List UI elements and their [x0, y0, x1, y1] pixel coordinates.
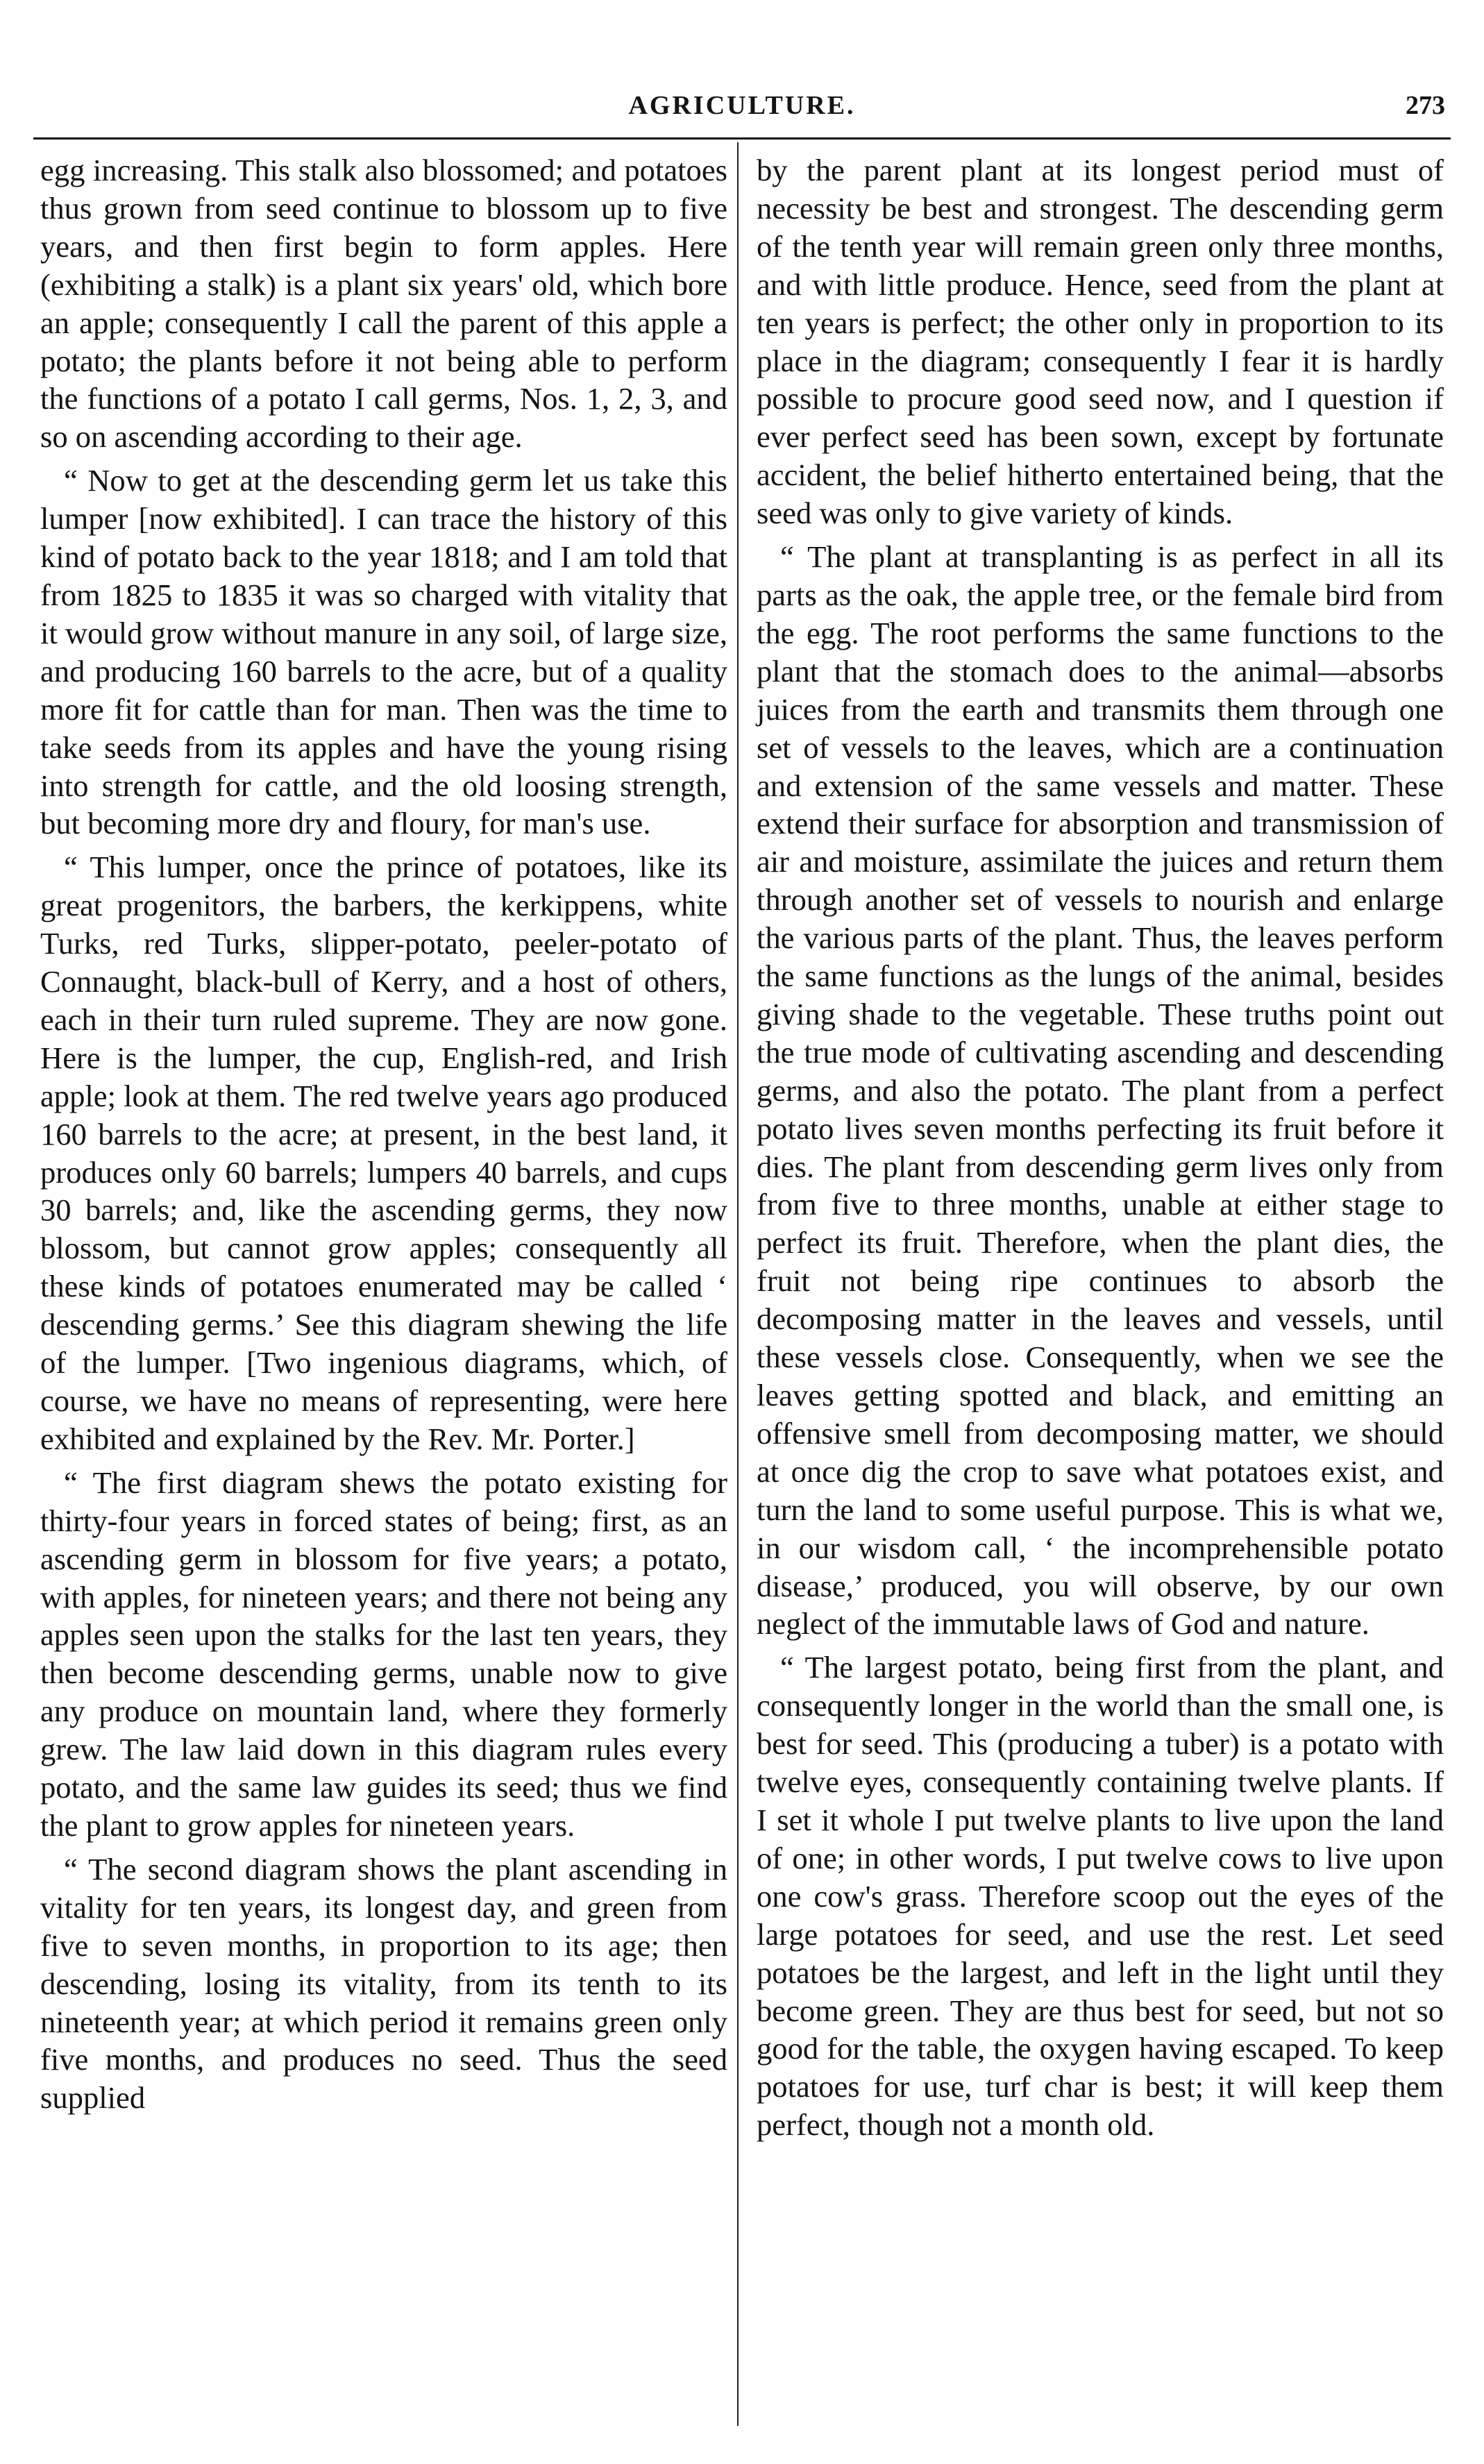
paragraph: “ The first diagram shews the potato existing for thirty-four years in forced states of being; first, as an ascending germ in blossom for five years; a potato, with apples, for nineteen years; and there not being any apples seen upon the stalks for the last ten years, they then become descending germs, unable now to give any produce on mountain land, where they formerly grew. The law laid down in this diagram rules every potato, and the same law guides its seed; thus we find the plant to grow apples for nineteen years.: [40, 1465, 727, 1843]
page-header: [0, 90, 1484, 139]
page-number: 273: [1406, 91, 1445, 120]
running-title: AGRICULTURE.: [628, 91, 856, 120]
left-column: [40, 151, 727, 2117]
paragraph: “ The largest potato, being first from the plant, and consequently longer in the world than the small one, is best for seed. This (producing a tuber) is a potato with twelve eyes, consequently containing twelve plants. If I set it whole I put twelve plants to live upon the land of one; in other words, I put twelve cows to live upon one cow's grass. Therefore scoop out the eyes of the large potatoes for seed, and use the rest. Let seed potatoes be the largest, and left in the light until they become green. They are thus best for seed, but not so good for the table, the oxygen having escaped. To keep potatoes for use, turf char is best; it will keep them perfect, though not a month old.: [757, 1650, 1444, 2143]
column-divider: [737, 142, 739, 2426]
paragraph: “ The second diagram shows the plant ascending in vitality for ten years, its longest day, and green from five to seven months, in proportion to its age; then descending, losing its vitality, from its tenth to its nineteenth year; at which period it remains green only five months, and produces no seed. Thus the seed supplied: [40, 1851, 727, 2116]
paragraph: egg increasing. This stalk also blossomed; and potatoes thus grown from seed continue to blossom up to five years, and then first begin to form apples. Here (exhibiting a stalk) is a plant six years' old, which bore an apple; consequently I call the parent of this apple a potato; the plants before it not being able to perform the functions of a potato I call germs, Nos. 1, 2, 3, and so on ascending according to their age.: [40, 153, 727, 455]
right-column: [757, 151, 1444, 2144]
paragraph: “ This lumper, once the prince of potatoes, like its great progenitors, the barbers, the kerkippens, white Turks, red Turks, slipper-potato, peeler-potato of Connaught, black-bull of Kerry, and a host of others, each in their turn ruled supreme. They are now gone. Here is the lumper, the cup, English-red, and Irish apple; look at them. The red twelve years ago produced 160 barrels to the acre; at present, in the best land, it produces only 60 barrels; lumpers 40 barrels, and cups 30 barrels; and, like the ascending germs, they now blossom, but cannot grow apples; consequently all these kinds of potatoes enumerated may be called ‘ descending germs.’ See this diagram shewing the life of the lumper. [Two ingenious diagrams, which, of course, we have no means of representing, were here exhibited and explained by the Rev. Mr. Porter.]: [40, 850, 727, 1456]
paragraph: “ The plant at transplanting is as perfect in all its parts as the oak, the apple tree, or the female bird from the egg. The root performs the same functions to the plant that the stomach does to the animal—absorbs juices from the earth and transmits them through one set of vessels to the leaves, which are a continuation and extension of the same vessels and matter. These extend their surface for absorption and transmission of air and moisture, assimilate the juices and return them through another set of vessels to nourish and enlarge the various parts of the plant. Thus, the leaves perform the same functions as the lungs of the animal, besides giving shade to the vegetable. These truths point out the true mode of cultivating ascending and descending germs, and also the potato. The plant from a perfect potato lives seven months perfecting its fruit before it dies. The plant from descending germ lives only from from five to three months, unable at either stage to perfect its fruit. Therefore, when the plant dies, the fruit not being ripe continues to absorb the decomposing matter in the leaves and vessels, until these vessels close. Consequently, when we see the leaves getting spotted and black, and emitting an offensive smell from decomposing matter, we should at once dig the crop to save what potatoes exist, and turn the land to some useful purpose. This is what we, in our wisdom call, ‘ the incomprehensible potato disease,’ produced, you will observe, by our own neglect of the immutable laws of God and nature.: [757, 539, 1444, 1642]
paragraph: by the parent plant at its longest period must of necessity be best and strongest. The descending germ of the tenth year will remain green only three months, and with little produce. Hence, seed from the plant at ten years is perfect; the other only in proportion to its place in the diagram; consequently I fear it is hardly possible to procure good seed now, and I question if ever perfect seed has been sown, except by fortunate accident, the belief hitherto entertained being, that the seed was only to give variety of kinds.: [757, 153, 1444, 531]
header-rule: [33, 137, 1451, 140]
paragraph: “ Now to get at the descending germ let us take this lumper [now exhibited]. I can trace the history of this kind of potato back to the year 1818; and I am told that from 1825 to 1835 it was so charged with vitality that it would grow without manure in any soil, of large size, and producing 160 barrels to the acre, but of a quality more fit for cattle than for man. Then was the time to take seeds from its apples and have the young rising into strength for cattle, and the old loosing strength, but becoming more dry and floury, for man's use.: [40, 463, 727, 841]
